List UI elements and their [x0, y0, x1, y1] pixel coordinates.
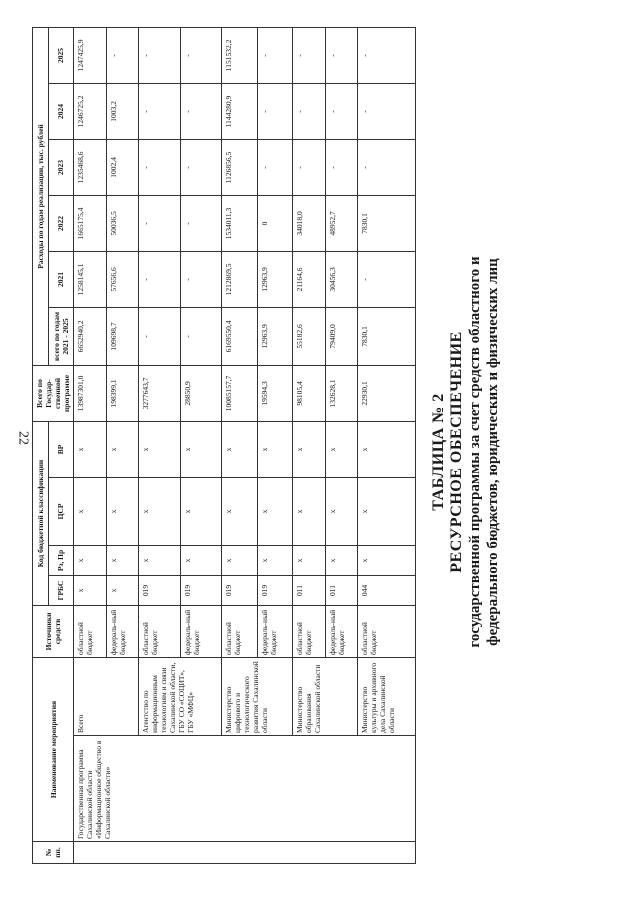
y2023-cell: - — [358, 139, 416, 195]
row-num-cell — [74, 842, 416, 864]
total-cell: 198399,1 — [106, 365, 139, 421]
vr-cell: x — [222, 421, 257, 477]
rzpr-cell: x — [293, 545, 326, 575]
sum-cell: - — [139, 307, 181, 365]
y2023-cell: - — [325, 139, 358, 195]
source-cell: федераль-ный бюджет — [106, 605, 139, 657]
table-number-title: ТАБЛИЦА № 2 — [430, 393, 447, 511]
grbs-cell: 044 — [358, 575, 416, 605]
y2024-cell: - — [180, 83, 222, 139]
rzpr-cell: x — [139, 545, 181, 575]
source-cell: областной бюджет — [74, 605, 107, 657]
y2024-cell: 1003,2 — [106, 83, 139, 139]
total-cell: 10085157,7 — [222, 365, 257, 421]
grbs-cell: x — [74, 575, 107, 605]
grbs-cell: 019 — [139, 575, 181, 605]
vr-cell: x — [325, 421, 358, 477]
total-cell: 13987301,0 — [74, 365, 107, 421]
rzpr-cell: x — [180, 545, 222, 575]
y2021-cell: - — [180, 251, 222, 307]
sum-cell: 6169550,4 — [222, 307, 257, 365]
source-cell: федераль-ный бюджет — [257, 605, 292, 657]
y2022-cell: 50036,5 — [106, 195, 139, 251]
header-budget-code: Код бюджетной классификации — [33, 421, 49, 605]
y2022-cell: 0 — [257, 195, 292, 251]
executor-cell: Всего — [74, 657, 139, 735]
header-2024: 2024 — [48, 83, 74, 139]
total-cell: 19594,3 — [257, 365, 292, 421]
source-cell: областной бюджет — [139, 605, 181, 657]
grbs-cell: 019 — [222, 575, 257, 605]
y2023-cell: 1235468,6 — [74, 139, 107, 195]
header-num: № пп. — [33, 842, 74, 864]
y2021-cell: 21164,6 — [293, 251, 326, 307]
y2021-cell: - — [358, 251, 416, 307]
y2025-cell: - — [180, 27, 222, 83]
vr-cell: x — [257, 421, 292, 477]
y2021-cell: 1258145,1 — [74, 251, 107, 307]
y2024-cell: - — [325, 83, 358, 139]
csr-cell: x — [293, 477, 326, 545]
vr-cell: x — [293, 421, 326, 477]
csr-cell: x — [139, 477, 181, 545]
csr-cell: x — [257, 477, 292, 545]
header-total-years: всего по годам 2021 - 2025 — [48, 307, 74, 365]
executor-cell: Министерство образования Сахалинской области — [293, 657, 358, 735]
source-cell: областной бюджет — [358, 605, 416, 657]
y2024-cell: - — [257, 83, 292, 139]
csr-cell: x — [74, 477, 107, 545]
sum-cell: 109698,7 — [106, 307, 139, 365]
total-cell: 98105,4 — [293, 365, 326, 421]
sum-cell: - — [180, 307, 222, 365]
header-csr: ЦСР — [48, 477, 74, 545]
y2022-cell: 1665175,4 — [74, 195, 107, 251]
y2023-cell: - — [257, 139, 292, 195]
header-expenses: Расходы по годам реализации, тыс. рублей — [33, 27, 49, 365]
header-vr: ВР — [48, 421, 74, 477]
y2025-cell: - — [325, 27, 358, 83]
header-2022: 2022 — [48, 195, 74, 251]
y2022-cell: 48952,7 — [325, 195, 358, 251]
executor-cell: Министерство цифрового и технологического развития Сахалинской области — [222, 657, 293, 735]
y2025-cell: - — [358, 27, 416, 83]
y2021-cell: - — [139, 251, 181, 307]
y2025-cell: - — [139, 27, 181, 83]
csr-cell: x — [358, 477, 416, 545]
header-row-1 — [33, 27, 49, 863]
rzpr-cell: x — [257, 545, 292, 575]
header-name: Наименование мероприятия — [33, 657, 74, 841]
source-cell: областной бюджет — [293, 605, 326, 657]
grbs-cell: x — [106, 575, 139, 605]
y2021-cell: 30456,3 — [325, 251, 358, 307]
y2022-cell: 1534011,3 — [222, 195, 257, 251]
y2023-cell: - — [180, 139, 222, 195]
grbs-cell: 011 — [293, 575, 326, 605]
y2021-cell: 57656,6 — [106, 251, 139, 307]
y2025-cell: 1151532,2 — [222, 27, 257, 83]
vr-cell: x — [74, 421, 107, 477]
sum-cell: 55182,6 — [293, 307, 326, 365]
vr-cell: x — [106, 421, 139, 477]
header-2025: 2025 — [48, 27, 74, 83]
y2021-cell: 12963,9 — [257, 251, 292, 307]
y2025-cell: - — [106, 27, 139, 83]
rzpr-cell: x — [325, 545, 358, 575]
csr-cell: x — [222, 477, 257, 545]
y2024-cell: - — [358, 83, 416, 139]
resource-table — [32, 27, 416, 864]
subtitle-line1: государственной программы за счет средств областного и — [467, 256, 483, 648]
vr-cell: x — [358, 421, 416, 477]
y2023-cell: - — [139, 139, 181, 195]
csr-cell: x — [180, 477, 222, 545]
rzpr-cell: x — [74, 545, 107, 575]
header-2023: 2023 — [48, 139, 74, 195]
vr-cell: x — [180, 421, 222, 477]
vr-cell: x — [139, 421, 181, 477]
rzpr-cell: x — [106, 545, 139, 575]
program-name-cell: Государственная программа Сахалинской области «Информационное общество в Сахалинской области» — [74, 736, 416, 842]
grbs-cell: 019 — [257, 575, 292, 605]
sum-cell: 79409,0 — [325, 307, 358, 365]
sum-cell: 12963,9 — [257, 307, 292, 365]
y2023-cell: 1126856,5 — [222, 139, 257, 195]
total-cell: 132628,1 — [325, 365, 358, 421]
csr-cell: x — [106, 477, 139, 545]
sum-cell: 7830,1 — [358, 307, 416, 365]
total-cell: 22930,1 — [358, 365, 416, 421]
rzpr-cell: x — [222, 545, 257, 575]
header-rzpr: Рз, Пр — [48, 545, 74, 575]
resource-title: РЕСУРСНОЕ ОБЕСПЕЧЕНИЕ — [448, 331, 465, 573]
csr-cell: x — [325, 477, 358, 545]
y2022-cell: - — [180, 195, 222, 251]
title-block — [430, 0, 502, 904]
table-row — [74, 27, 107, 863]
y2025-cell: - — [257, 27, 292, 83]
y2023-cell: 1002,4 — [106, 139, 139, 195]
y2025-cell: 1247425,9 — [74, 27, 107, 83]
y2025-cell: - — [293, 27, 326, 83]
grbs-cell: 019 — [180, 575, 222, 605]
y2022-cell: - — [139, 195, 181, 251]
subtitle-line2: федерального бюджетов, юридических и физических лиц — [485, 258, 501, 646]
executor-cell: Агентство по информационным технологиям и связи Сахалинской области, ГБУ СО «СОЦИТ», ГБУ «МФЦ» — [139, 657, 222, 735]
total-cell: 28850,9 — [180, 365, 222, 421]
grbs-cell: 011 — [325, 575, 358, 605]
rzpr-cell: x — [358, 545, 416, 575]
source-cell: федераль-ный бюджет — [180, 605, 222, 657]
executor-cell: Министерство культуры и архивного дела Сахалинской области — [358, 657, 416, 735]
source-cell: областной бюджет — [222, 605, 257, 657]
source-cell: федераль-ный бюджет — [325, 605, 358, 657]
y2024-cell: - — [293, 83, 326, 139]
header-2021: 2021 — [48, 251, 74, 307]
y2022-cell: 7830,1 — [358, 195, 416, 251]
total-cell: 3277643,7 — [139, 365, 181, 421]
y2024-cell: 1144280,9 — [222, 83, 257, 139]
y2023-cell: - — [293, 139, 326, 195]
header-sources: Источники средств — [33, 605, 74, 657]
y2024-cell: - — [139, 83, 181, 139]
y2021-cell: 1212869,5 — [222, 251, 257, 307]
y2024-cell: 1246725,2 — [74, 83, 107, 139]
header-total-program: Всего по Государ-ственной программе — [33, 365, 74, 421]
header-grbs: ГРБС — [48, 575, 74, 605]
y2022-cell: 34018,0 — [293, 195, 326, 251]
sum-cell: 6652940,2 — [74, 307, 107, 365]
page-number: 22 — [15, 431, 31, 445]
